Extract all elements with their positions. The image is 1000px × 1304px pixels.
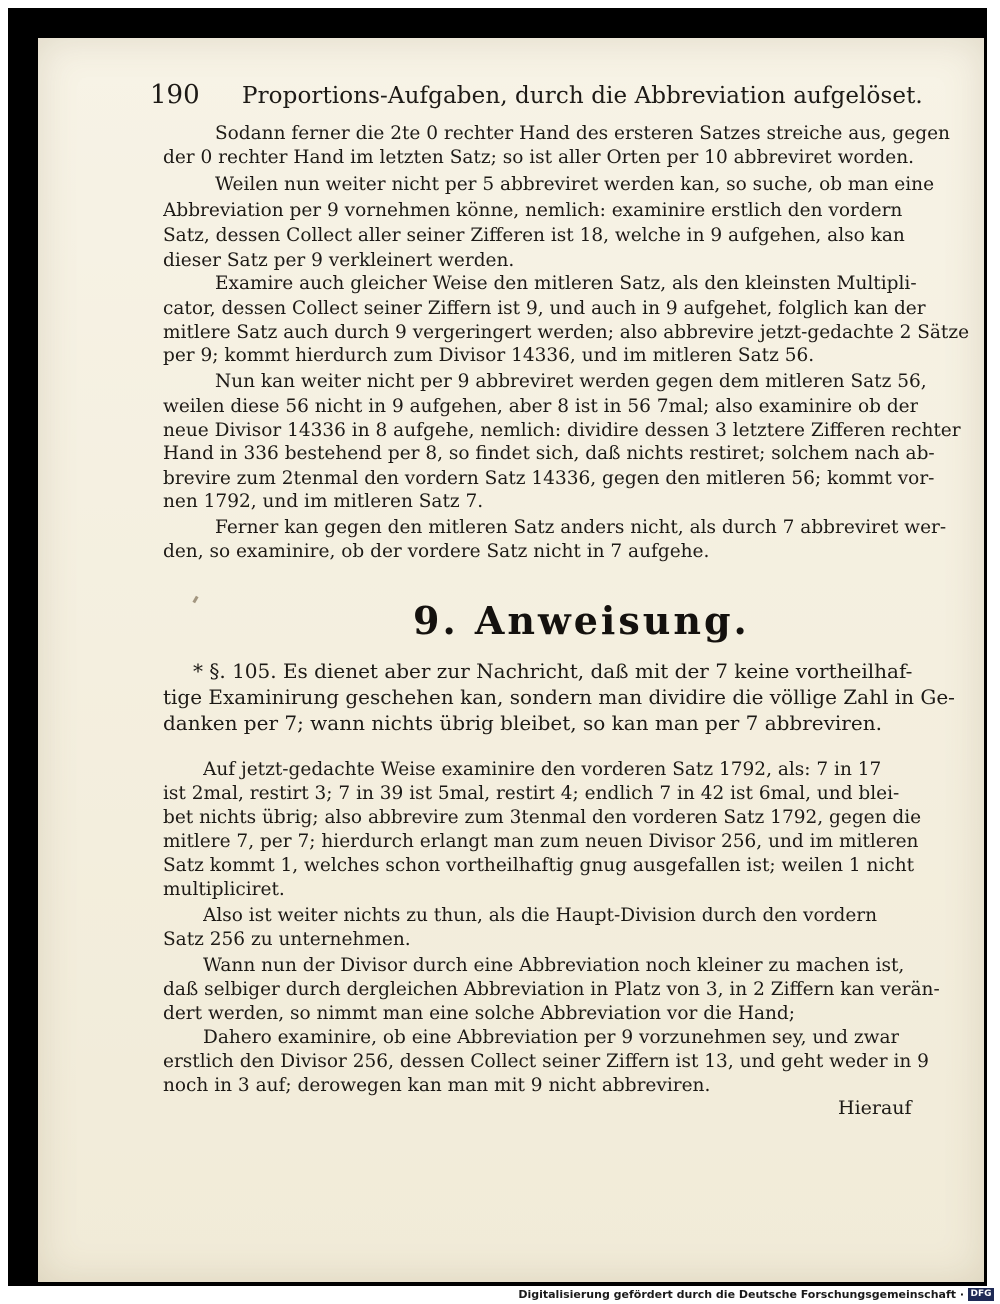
- text-line: Abbreviation per 9 vornehmen könne, nemlich: examinire erstlich den vordern: [163, 200, 903, 221]
- text-line: dert werden, so nimmt man eine solche Abbreviation vor die Hand;: [163, 1003, 795, 1024]
- catchword: Hierauf: [838, 1097, 912, 1119]
- text-line: bet nichts übrig; also abbrevire zum 3tenmal den vorderen Satz 1792, gegen die: [163, 807, 922, 828]
- text-line: mitlere 7, per 7; hierdurch erlangt man zum neuen Divisor 256, und im mitleren: [163, 831, 919, 852]
- text-line: Satz 256 zu unternehmen.: [163, 929, 411, 950]
- text-line: Also ist weiter nichts zu thun, als die Haupt-Division durch den vordern: [203, 905, 878, 926]
- text-line: Hand in 336 bestehend per 8, so findet sich, daß nichts restiret; solchem nach ab-: [163, 443, 935, 464]
- running-head: [150, 80, 923, 116]
- text-line: daß selbiger durch dergleichen Abbreviation in Platz von 3, in 2 Ziffern kan verän-: [163, 979, 940, 1000]
- text-line: Ferner kan gegen den mitleren Satz anders nicht, als durch 7 abbreviret wer-: [215, 517, 947, 538]
- section-heading: 9. Anweisung.: [413, 598, 750, 643]
- text-line: tige Examinirung geschehen kan, sondern man dividire die völlige Zahl in Ge-: [163, 685, 955, 709]
- page-number: 190: [150, 80, 200, 110]
- text-line: Wann nun der Divisor durch eine Abbreviation noch kleiner zu machen ist,: [203, 955, 905, 976]
- text-line: dieser Satz per 9 verkleinert werden.: [163, 250, 515, 271]
- text-line: weilen diese 56 nicht in 9 aufgehen, aber 8 ist in 56 7mal; also examinire ob der: [163, 396, 919, 417]
- text-line: noch in 3 auf; derowegen kan man mit 9 nicht abbreviren.: [163, 1075, 711, 1096]
- text-line: Weilen nun weiter nicht per 5 abbreviret werden kan, so suche, ob man eine: [215, 174, 935, 195]
- text-line: Examire auch gleicher Weise den mitleren Satz, als den kleinsten Multipli-: [215, 273, 917, 294]
- text-line: Auf jetzt-gedachte Weise examinire den vorderen Satz 1792, als: 7 in 17: [203, 759, 882, 780]
- text-line: brevire zum 2tenmal den vordern Satz 14336, gegen den mitleren 56; kommt vor-: [163, 468, 935, 489]
- text-line: cator, dessen Collect seiner Ziffern ist 9, und auch in 9 aufgehet, folglich kan der: [163, 298, 926, 319]
- text-line: mitlere Satz auch durch 9 vergeringert werden; also abbrevire jetzt-gedachte 2 Sätze: [163, 322, 970, 343]
- text-line: ist 2mal, restirt 3; 7 in 39 ist 5mal, restirt 4; endlich 7 in 42 ist 6mal, und blei-: [163, 783, 900, 804]
- text-line: Nun kan weiter nicht per 9 abbreviret werden gegen dem mitleren Satz 56,: [215, 371, 927, 392]
- text-line: Dahero examinire, ob eine Abbreviation per 9 vorzunehmen sey, und zwar: [203, 1027, 900, 1048]
- text-line: den, so examinire, ob der vordere Satz nicht in 7 aufgehe.: [163, 541, 710, 562]
- text-line: per 9; kommt hierdurch zum Divisor 14336, und im mitleren Satz 56.: [163, 345, 815, 366]
- funding-note: Digitalisierung gefördert durch die Deutsche Forschungsgemeinschaft ·: [518, 1288, 964, 1301]
- text-line: multipliciret.: [163, 879, 285, 900]
- text-line: erstlich den Divisor 256, dessen Collect seiner Ziffern ist 13, und geht weder in 9: [163, 1051, 929, 1072]
- text-line: der 0 rechter Hand im letzten Satz; so ist aller Orten per 10 abbreviret worden.: [163, 147, 914, 168]
- text-line: Satz, dessen Collect aller seiner Zifferen ist 18, welche in 9 aufgehen, also kan: [163, 225, 905, 246]
- text-line: Satz kommt 1, welches schon vortheilhaftig gnug ausgefallen ist; weilen 1 nicht: [163, 855, 915, 876]
- text-line: Sodann ferner die 2te 0 rechter Hand des ersteren Satzes streiche aus, gegen: [215, 123, 950, 144]
- running-title: Proportions-Aufgaben, durch die Abbreviation aufgelöset.: [242, 83, 923, 109]
- text-line: nen 1792, und im mitleren Satz 7.: [163, 491, 484, 512]
- dfg-logo: DFG: [968, 1288, 994, 1301]
- footer-bar: [0, 1286, 1000, 1304]
- text-line: danken per 7; wann nichts übrig bleibet, so kan man per 7 abbreviren.: [163, 711, 882, 735]
- text-line: * §. 105. Es dienet aber zur Nachricht, daß mit der 7 keine vortheilhaf-: [193, 659, 913, 683]
- text-line: neue Divisor 14336 in 8 aufgehe, nemlich: dividire dessen 3 letztere Zifferen rechter: [163, 420, 961, 441]
